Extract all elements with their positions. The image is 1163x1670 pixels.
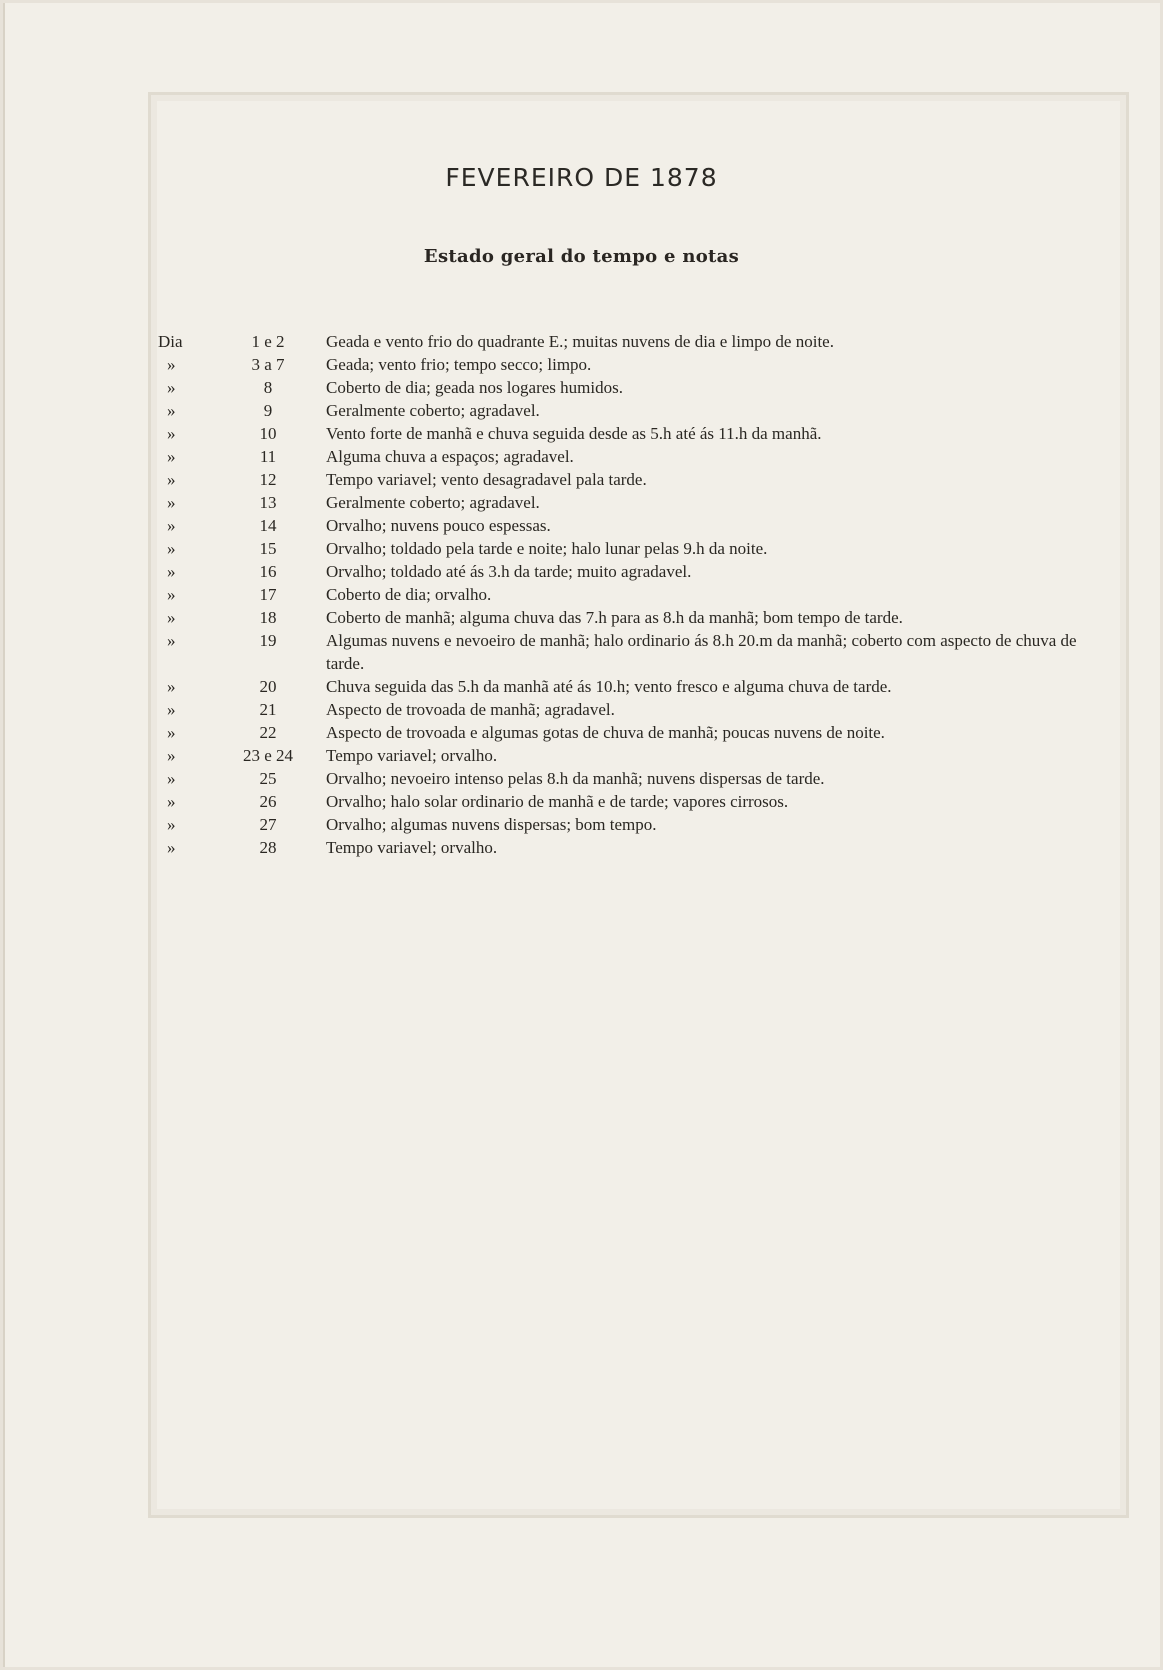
day-number: 14 (259, 516, 277, 535)
note-row (0, 790, 1163, 813)
note-text: Geada e vento frio do quadrante E.; muitas nuvens de dia e limpo de noite. (326, 332, 834, 351)
note-row (0, 698, 1163, 721)
note-text: Tempo variavel; orvalho. (326, 746, 498, 765)
day-number: 27 (259, 815, 277, 834)
note-text: Orvalho; algumas nuvens dispersas; bom tempo. (326, 815, 657, 834)
ditto-mark: » (167, 631, 176, 650)
day-number: 13 (259, 493, 277, 512)
ditto-mark: » (167, 677, 176, 696)
note-row (0, 583, 1163, 606)
note-row (0, 629, 1163, 675)
day-number: 8 (263, 378, 273, 397)
note-text: Orvalho; toldado até ás 3.h da tarde; muito agradavel. (326, 562, 692, 581)
ditto-mark: » (167, 769, 176, 788)
note-row (0, 560, 1163, 583)
note-text: Orvalho; nevoeiro intenso pelas 8.h da manhã; nuvens dispersas de tarde. (326, 769, 825, 788)
note-row (0, 422, 1163, 445)
day-number: 12 (259, 470, 277, 489)
ditto-mark: » (167, 838, 176, 857)
note-text: Tempo variavel; orvalho. (326, 838, 498, 857)
note-text: Orvalho; halo solar ordinario de manhã e de tarde; vapores cirrosos. (326, 792, 789, 811)
note-row (0, 468, 1163, 491)
note-row (0, 836, 1163, 859)
note-text: Alguma chuva a espaços; agradavel. (326, 447, 574, 466)
ditto-mark: » (167, 539, 176, 558)
note-text: Aspecto de trovoada de manhã; agradavel. (326, 700, 615, 719)
day-number: 15 (259, 539, 277, 558)
note-text: Orvalho; nuvens pouco espessas. (326, 516, 551, 535)
section-heading: Estado geral do tempo e notas (423, 246, 740, 267)
ditto-mark: » (167, 608, 176, 627)
note-text: Geralmente coberto; agradavel. (326, 493, 540, 512)
note-row (0, 744, 1163, 767)
note-row (0, 537, 1163, 560)
day-number: 21 (259, 700, 277, 719)
note-row (0, 721, 1163, 744)
day-number: 20 (259, 677, 277, 696)
ditto-mark: » (167, 723, 176, 742)
ditto-mark: » (167, 815, 176, 834)
ditto-mark: » (167, 378, 176, 397)
note-row (0, 767, 1163, 790)
day-number: 22 (259, 723, 277, 742)
ditto-mark: » (167, 792, 176, 811)
note-text: Algumas nuvens e nevoeiro de manhã; halo ordinario ás 8.h 20.m da manhã; coberto com aspecto de chuva de tarde. (326, 631, 1077, 673)
day-number: 18 (259, 608, 277, 627)
note-row (0, 675, 1163, 698)
day-number: 23 e 24 (242, 746, 294, 765)
day-number: 1 e 2 (251, 332, 285, 351)
ditto-mark: » (167, 424, 176, 443)
ditto-mark: » (167, 746, 176, 765)
ditto-mark: » (167, 700, 176, 719)
ditto-mark: » (167, 355, 176, 374)
note-text: Geralmente coberto; agradavel. (326, 401, 540, 420)
note-row (0, 491, 1163, 514)
note-text: Orvalho; toldado pela tarde e noite; halo lunar pelas 9.h da noite. (326, 539, 768, 558)
day-number: 25 (259, 769, 277, 788)
day-number: 10 (259, 424, 277, 443)
note-text: Coberto de dia; orvalho. (326, 585, 492, 604)
ditto-mark: » (167, 470, 176, 489)
note-row (0, 376, 1163, 399)
day-number: 26 (259, 792, 277, 811)
note-row (0, 813, 1163, 836)
day-number: 3 a 7 (251, 355, 285, 374)
note-text: Aspecto de trovoada e algumas gotas de chuva de manhã; poucas nuvens de noite. (326, 723, 885, 742)
day-number: 16 (259, 562, 277, 581)
ditto-mark: » (167, 447, 176, 466)
note-text: Vento forte de manhã e chuva seguida desde as 5.h até ás 11.h da manhã. (326, 424, 822, 443)
ditto-mark: » (167, 562, 176, 581)
ditto-mark: » (167, 516, 176, 535)
note-row (0, 399, 1163, 422)
day-number: 19 (259, 631, 277, 650)
note-row (0, 445, 1163, 468)
ditto-mark: » (167, 493, 176, 512)
page-title: FEVEREIRO DE 1878 (445, 163, 718, 192)
day-number: 9 (263, 401, 273, 420)
note-text: Chuva seguida das 5.h da manhã até ás 10.h; vento fresco e alguma chuva de tarde. (326, 677, 892, 696)
day-label: Dia (158, 332, 183, 351)
note-row (0, 514, 1163, 537)
note-text: Coberto de manhã; alguma chuva das 7.h para as 8.h da manhã; bom tempo de tarde. (326, 608, 903, 627)
note-text: Coberto de dia; geada nos logares humidos. (326, 378, 623, 397)
day-number: 17 (259, 585, 277, 604)
ditto-mark: » (167, 585, 176, 604)
day-number: 11 (259, 447, 277, 466)
ditto-mark: » (167, 401, 176, 420)
note-row (0, 330, 1163, 353)
note-text: Geada; vento frio; tempo secco; limpo. (326, 355, 592, 374)
note-row (0, 353, 1163, 376)
note-text: Tempo variavel; vento desagradavel pala tarde. (326, 470, 647, 489)
day-number: 28 (259, 838, 277, 857)
weather-notes-list (0, 330, 1163, 859)
note-row (0, 606, 1163, 629)
